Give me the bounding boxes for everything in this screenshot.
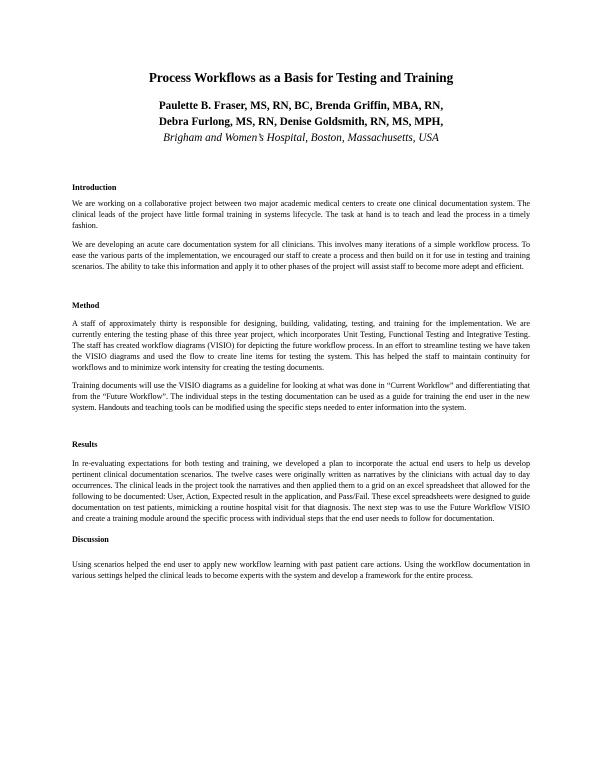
section-discussion <box>72 534 530 581</box>
paragraph: In re-evaluating expectations for both testing and training, we developed a plan to incorporate the actual end users to help us develop pertinent clinical documentation scenarios. The twelve cases were originally written as narratives by the clinicians with actual day to day occurrences. The clinical leads in the project took the narratives and then applied them to a grid on an excel spreadsheet that allowed for the following to be documented: User, Action, Expected result in the application, and Pass/Fail. These excel spreadsheets were designed to guide documentation on test patients, mimicking a routine hospital visit for that diagnosis. The next step was to use the Future Workflow VISIO and create a training module around the specific process with individual steps that the end user needs to follow for documentation. <box>72 459 530 523</box>
paragraph: Using scenarios helped the end user to apply new workflow learning with past patient care actions. Using the workflow documentation in various settings helped the clinical leads to become experts with the system and develop a framework for the entire process. <box>72 560 530 580</box>
paragraph: A staff of approximately thirty is responsible for designing, building, validating, testing, and training for the implementation. We are currently entering the testing phase of this three year project, which incorporates Unit Testing, Functional Testing and Integrative Testing. The staff has created workflow diagrams (VISIO) for depicting the future workflow process. In an effort to streamline testing we have taken the VISIO diagrams and used the flow to create line items for testing the system. This has helped the staff to maintain continuity for workflows and to minimize work intensity for creating the testing documents. <box>72 319 530 372</box>
affiliation: Brigham and Women’s Hospital, Boston, Massachusetts, USA <box>163 132 439 144</box>
section-introduction <box>72 182 530 272</box>
author-list <box>72 98 530 130</box>
paragraph: We are working on a collaborative project between two major academic medical centers to create one clinical documentation system. The clinical leads of the project have little formal training in systems lifecycle. The task at hand is to teach and lead the process in a timely fashion. <box>72 199 530 230</box>
section-results <box>72 439 530 524</box>
paragraph: We are developing an acute care documentation system for all clinicians. This involves many iterations of a simple workflow process. To ease the various parts of the implementation, we encouraged our staff to create a process and then build on it for use in testing and training scenarios. The ability to take this information and apply it to other phases of the project will assist staff to become more adept and efficient. <box>72 240 530 271</box>
section-heading: Discussion <box>72 535 109 544</box>
paper-title: Process Workflows as a Basis for Testing and Training <box>148 70 454 85</box>
section-heading: Introduction <box>72 183 117 192</box>
section-method <box>72 300 530 413</box>
section-heading: Results <box>72 440 98 449</box>
section-heading: Method <box>72 301 100 310</box>
author-line-1: Paulette B. Fraser, MS, RN, BC, Brenda Griffin, MBA, RN, <box>158 100 444 112</box>
author-line-2: Debra Furlong, MS, RN, Denise Goldsmith, RN, MS, MPH, <box>158 116 444 128</box>
paper-content <box>72 70 530 581</box>
paragraph: Training documents will use the VISIO diagrams as a guideline for looking at what was done in “Current Workflow” and differentiating that from the “Future Workflow”. The individual steps in the testing documentation can be used as a guide for training the end user in the new system. Handouts and teaching tools can be modified using the specific steps needed to enter information into the system. <box>72 381 530 412</box>
